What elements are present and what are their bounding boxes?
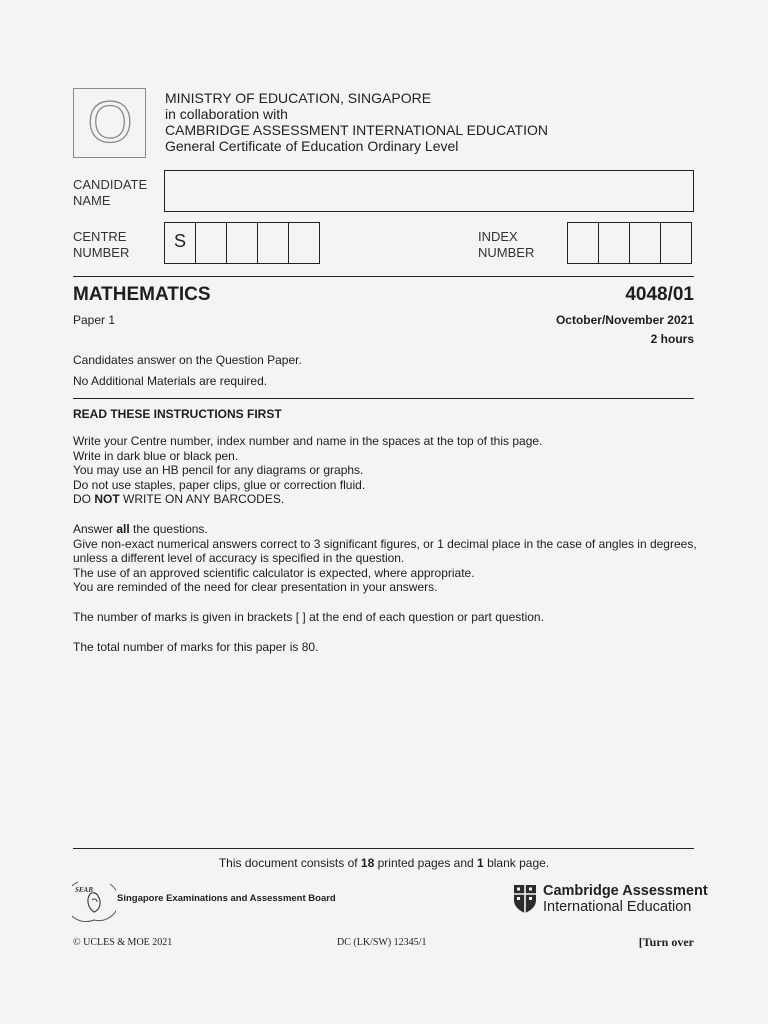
seab-logo [72, 872, 116, 927]
instruction-line: DO NOT WRITE ON ANY BARCODES. [73, 492, 285, 507]
document-reference: DC (LK/SW) 12345/1 [337, 937, 427, 948]
cambridge-shield-icon [513, 884, 537, 914]
index-digit-box[interactable] [660, 222, 692, 264]
centre-number-prefix: S [164, 222, 196, 264]
copyright: © UCLES & MOE 2021 [73, 937, 173, 948]
centre-number-label: CENTRE NUMBER [73, 229, 130, 260]
instruction-line: Write in dark blue or black pen. [73, 448, 239, 463]
instruction-line: Do not use staples, paper clips, glue or correction fluid. [73, 477, 366, 492]
index-digit-box[interactable] [567, 222, 599, 264]
page-count-note: This document consists of 18 printed pages and 1 blank page. [218, 856, 550, 870]
subject-title: MATHEMATICS [73, 284, 211, 305]
exam-header [165, 90, 548, 154]
materials-note-2: No Additional Materials are required. [73, 374, 268, 388]
centre-digit-box[interactable] [226, 222, 258, 264]
centre-digit-box[interactable] [257, 222, 289, 264]
seab-emblem-icon [72, 872, 116, 922]
paper-number: Paper 1 [73, 313, 116, 327]
level-logo [73, 88, 146, 158]
ministry-line: MINISTRY OF EDUCATION, SINGAPORE [165, 90, 432, 106]
instructions-block-1 [73, 434, 703, 507]
instruction-line: You are reminded of the need for clear presentation in your answers. [73, 580, 438, 595]
centre-digit-box[interactable] [288, 222, 320, 264]
marks-note: The number of marks is given in brackets [ ] at the end of each question or part question. [73, 610, 544, 624]
paper-code: 4048/01 [625, 284, 694, 305]
index-digit-box[interactable] [629, 222, 661, 264]
index-digit-box[interactable] [598, 222, 630, 264]
materials-note-1: Candidates answer on the Question Paper. [73, 353, 302, 367]
divider [73, 276, 694, 277]
instruction-line: The use of an approved scientific calculator is expected, where appropriate. [73, 565, 475, 580]
cambridge-name: Cambridge Assessment International Education [543, 883, 708, 915]
svg-text:SEAB: SEAB [75, 886, 93, 894]
index-number-boxes [567, 222, 692, 264]
turn-over: [Turn over [638, 935, 694, 949]
instructions-block-2 [73, 522, 703, 595]
instruction-line: You may use an HB pencil for any diagrams or graphs. [73, 463, 364, 478]
footer-divider [73, 848, 694, 849]
instruction-line: Answer all the questions. [73, 522, 208, 536]
candidate-name-label: CANDIDATE NAME [73, 177, 148, 208]
collaboration-line: in collaboration with [165, 106, 288, 122]
divider [73, 398, 694, 399]
candidate-name-field[interactable] [164, 170, 694, 212]
instruction-line: Write your Centre number, index number and name in the spaces at the top of this page. [73, 434, 543, 448]
index-number-label: INDEX NUMBER [478, 229, 535, 260]
cambridge-logo [513, 884, 537, 919]
svg-text:O: O [86, 94, 133, 152]
instructions-heading: READ THESE INSTRUCTIONS FIRST [73, 407, 282, 421]
exam-session: October/November 2021 [555, 313, 694, 327]
total-marks-note: The total number of marks for this paper is 80. [73, 640, 319, 654]
cambridge-line: CAMBRIDGE ASSESSMENT INTERNATIONAL EDUCATION [165, 122, 548, 138]
centre-number-boxes [164, 222, 320, 264]
o-level-logo-icon [81, 94, 139, 152]
centre-digit-box[interactable] [195, 222, 227, 264]
instruction-line: Give non-exact numerical answers correct to 3 significant figures, or 1 decimal place in the case of angles in degrees, unless a different level of accuracy is specified in the question. [73, 536, 697, 566]
certificate-line: General Certificate of Education Ordinary Level [165, 138, 459, 154]
exam-duration: 2 hours [650, 332, 694, 346]
seab-name: Singapore Examinations and Assessment Board [117, 893, 336, 904]
